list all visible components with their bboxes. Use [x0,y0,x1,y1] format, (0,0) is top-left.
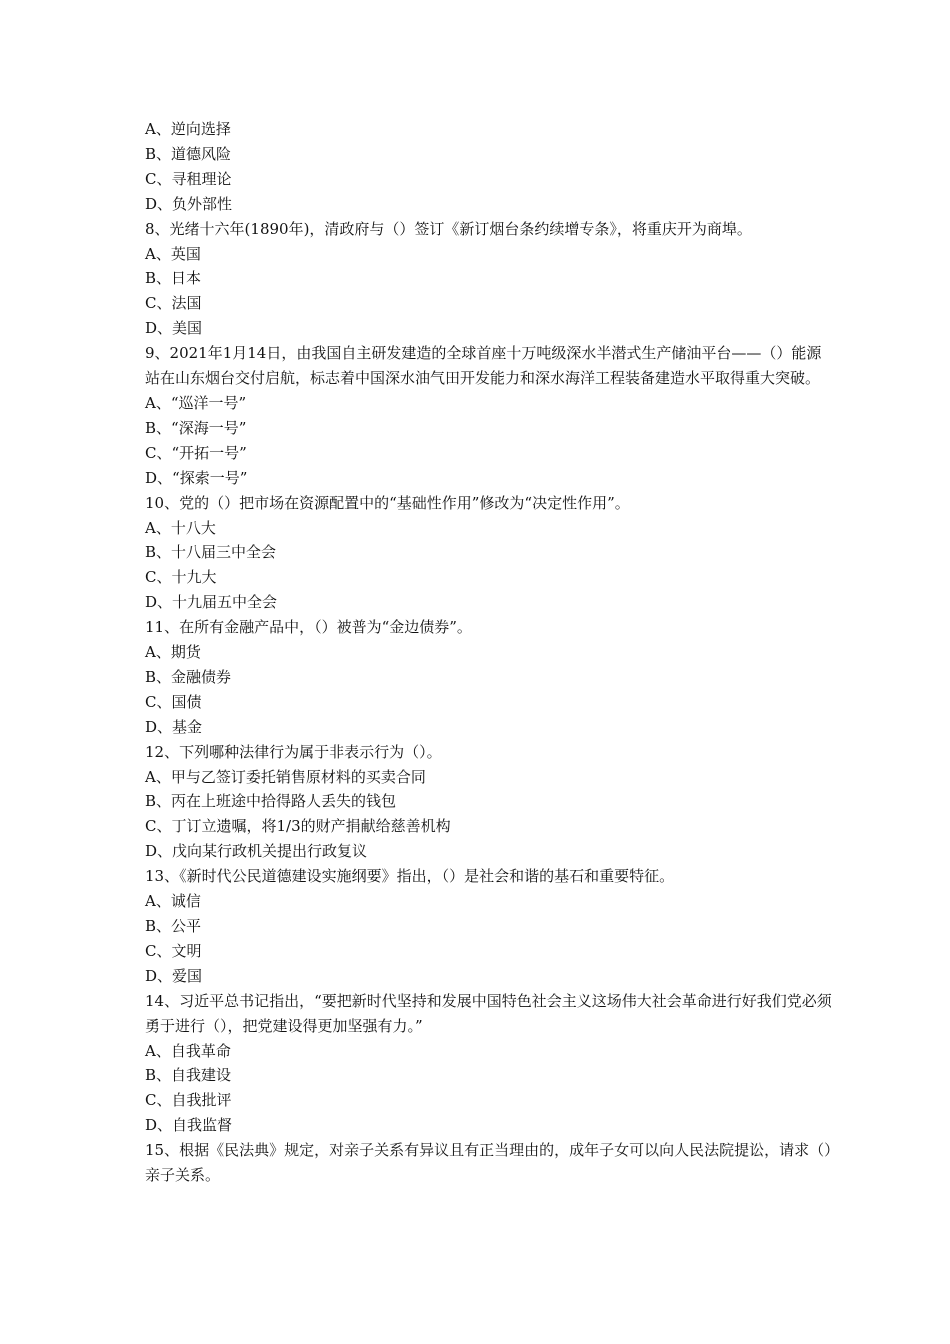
option-line: C、丁订立遗嘱，将1/3的财产捐献给慈善机构 [145,817,451,836]
option-line: B、道德风险 [145,144,232,163]
option-line: D、“探索一号” [145,468,248,487]
question-12 [145,740,835,865]
q7-options [145,117,835,217]
option-line: D、自我监督 [145,1116,233,1135]
option-line: B、金融债券 [145,667,232,686]
question-15 [145,1138,835,1188]
option-line: B、十八届三中全会 [145,543,277,562]
question-stem: 14、习近平总书记指出，“要把新时代坚持和发展中国特色社会主义这场伟大社会革命进行好我们党必须勇于进行（），把党建设得更加坚强有力。” [145,991,832,1035]
option-line: B、丙在上班途中拾得路人丢失的钱包 [145,792,397,811]
option-line: D、基金 [145,717,203,736]
option-line: A、英国 [145,244,201,263]
option-line: B、日本 [145,269,202,288]
question-stem: 15、根据《民法典》规定，对亲子关系有异议且有正当理由的，成年子女可以向人民法院提讼，请求（）亲子关系。 [145,1141,832,1185]
option-line: A、十八大 [145,518,216,537]
option-line: C、国债 [145,692,202,711]
option-line: A、逆向选择 [145,120,231,138]
question-13 [145,864,835,989]
option-line: A、甲与乙签订委托销售原材料的买卖合同 [145,767,426,786]
question-stem: 13、《新时代公民道德建设实施纲要》指出，（）是社会和谐的基石和重要特征。 [145,867,675,886]
question-stem: 8、光绪十六年(1890年)，清政府与（）签订《新订烟台条约续增专条》，将重庆开为商埠。 [145,219,752,238]
option-line: C、“开拓一号” [145,443,247,462]
option-line: D、美国 [145,319,203,338]
option-line: B、“深海一号” [145,418,247,437]
option-line: C、十九大 [145,568,217,587]
question-9 [145,341,835,490]
question-14 [145,989,835,1138]
option-line: D、负外部性 [145,194,233,213]
option-line: C、法国 [145,294,202,313]
question-8 [145,217,835,342]
option-line: D、戊向某行政机关提出行政复议 [145,842,368,861]
option-line: A、自我革命 [145,1041,231,1060]
option-line: C、寻租理论 [145,169,232,188]
question-stem: 12、下列哪种法律行为属于非表示行为（）。 [145,742,442,761]
document-body [145,117,835,1188]
option-line: B、自我建设 [145,1066,232,1085]
option-line: A、“巡洋一号” [145,393,247,412]
option-line: A、诚信 [145,892,201,911]
option-line: C、文明 [145,941,202,960]
question-stem: 11、在所有金融产品中，（）被普为“金边债券”。 [145,618,472,637]
option-line: D、十九届五中全会 [145,593,278,612]
question-11 [145,615,835,740]
option-line: B、公平 [145,917,202,935]
option-line: D、爱国 [145,966,203,985]
question-stem: 10、党的（）把市场在资源配置中的“基础性作用”修改为“决定性作用”。 [145,493,630,512]
question-10 [145,491,835,616]
question-stem: 9、2021年1月14日，由我国自主研发建造的全球首座十万吨级深水半潜式生产储油平台——（）能源站在山东烟台交付启航，标志着中国深水油气田开发能力和深水海洋工程装备建造水平取得重大突破。 [145,344,822,388]
option-line: C、自我批评 [145,1091,232,1110]
option-line: A、期货 [145,643,201,662]
